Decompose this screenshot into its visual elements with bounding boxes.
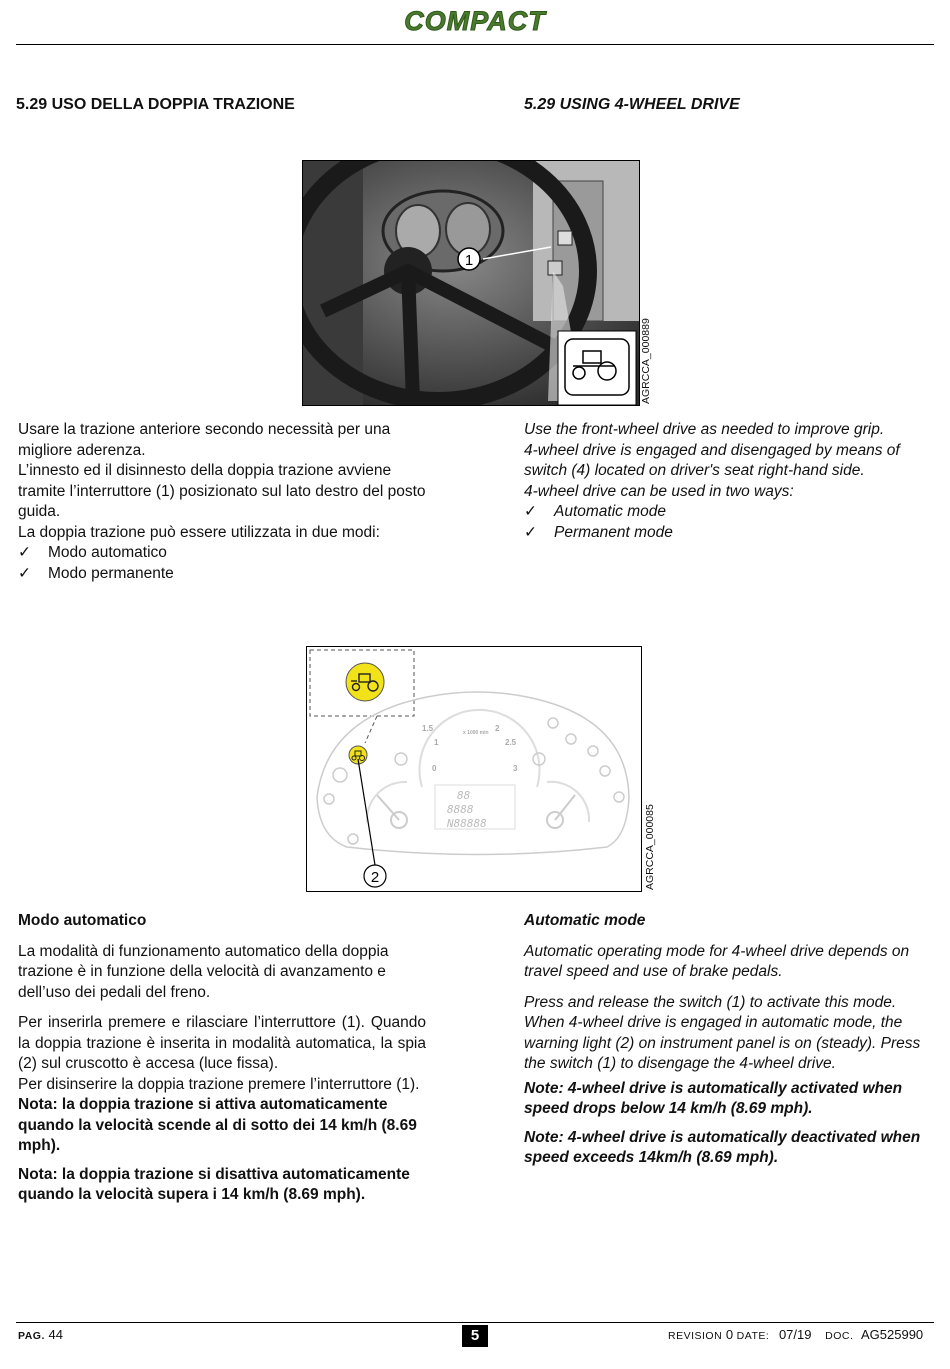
footer-page — [18, 1327, 63, 1342]
check-icon: ✓ — [18, 544, 31, 561]
check-icon: ✓ — [524, 503, 537, 520]
date-label: DATE: — [736, 1330, 770, 1342]
section-number-badge: 5 — [462, 1325, 488, 1347]
list-item-label: Automatic mode — [554, 503, 666, 520]
intro-en-line3: 4-wheel drive can be used in two ways: — [524, 482, 794, 500]
page-label: PAG. — [18, 1330, 45, 1342]
auto-mode-en-p2: Press and release the switch (1) to activate this mode. When 4-wheel drive is engaged in automatic mode, the warning light (2) on instrument panel is on (steady). Press the switch (1) to disengage the 4-wheel drive. — [524, 993, 921, 1072]
list-item — [18, 564, 426, 585]
tick-label: x 1000 min — [463, 730, 489, 736]
tick-label: 1.5 — [422, 724, 434, 733]
auto-mode-it-note1: Nota: la doppia trazione si attiva automaticamente quando la velocità scende al di sotto dei 14 km/h (8.69 mph). — [18, 1096, 417, 1154]
auto-mode-it-p1: La modalità di funzionamento automatico della doppia trazione è in funzione della velocità di avanzamento e dell’uso dei pedali del freno. — [18, 942, 389, 1001]
figure1-code: AGRCCA_000889 — [640, 318, 652, 404]
figure2-code: AGRCCA_000085 — [644, 804, 656, 890]
tick-label: 2.5 — [505, 738, 517, 747]
auto-mode-en-note1: Note: 4-wheel drive is automatically activated when speed drops below 14 km/h (8.69 mph). — [524, 1079, 903, 1117]
intro-en-line1: Use the front-wheel drive as needed to improve grip. — [524, 421, 885, 438]
tick-label: 0 — [432, 764, 437, 773]
section-title-en: 5.29 USING 4-WHEEL DRIVE — [524, 96, 740, 113]
auto-mode-en — [524, 911, 934, 1169]
section-title-it: 5.29 USO DELLA DOPPIA TRAZIONE — [16, 96, 295, 113]
callout-1-label: 1 — [464, 252, 474, 269]
list-item — [524, 502, 934, 523]
lcd-bottom: N88888 — [447, 817, 487, 830]
auto-mode-en-p1: Automatic operating mode for 4-wheel drive depends on travel speed and use of brake pedals. — [524, 942, 910, 980]
check-icon: ✓ — [18, 564, 31, 582]
steering-wheel-illustration — [303, 161, 639, 405]
intro-it — [18, 420, 426, 584]
dashboard-photo — [302, 160, 640, 406]
revision-label: REVISION — [668, 1330, 723, 1342]
intro-en — [524, 420, 934, 543]
instrument-panel-figure — [306, 646, 642, 892]
tick-label: 2 — [495, 724, 500, 733]
list-item-label: Modo automatico — [48, 544, 167, 561]
callout-2-label: 2 — [370, 869, 380, 886]
tick-label: 1 — [434, 738, 439, 747]
footer-doc-info — [668, 1327, 923, 1342]
intro-it-list — [18, 543, 426, 584]
lcd-mid: 8888 — [447, 803, 474, 816]
auto-mode-it — [18, 911, 426, 1206]
footer-divider — [16, 1322, 934, 1323]
intro-it-line3: La doppia trazione può essere utilizzata in due modi: — [18, 523, 380, 541]
intro-en-line2: 4-wheel drive is engaged and disengaged by means of switch (4) located on driver's seat right-hand side. — [524, 441, 900, 479]
date-value: 07/19 — [778, 1327, 812, 1342]
list-item — [18, 543, 426, 564]
intro-it-line1: Usare la trazione anteriore secondo necessità per una migliore aderenza. — [18, 421, 391, 459]
doc-value: AG525990 — [861, 1327, 924, 1342]
check-icon: ✓ — [524, 523, 537, 541]
list-item-label: Modo permanente — [48, 564, 174, 582]
auto-mode-en-note2: Note: 4-wheel drive is automatically deactivated when speed exceeds 14km/h (8.69 mph). — [524, 1128, 921, 1166]
tick-label: 3 — [513, 764, 518, 773]
brand-logo: COMPACT — [404, 6, 546, 36]
intro-it-line2: L’innesto ed il disinnesto della doppia trazione avviene tramite l’interruttore (1) posizionato sul lato destro del posto guida. — [18, 462, 426, 520]
page-number: 44 — [48, 1327, 63, 1342]
auto-mode-it-p3: Per disinserire la doppia trazione premere l’interruttore (1). — [18, 1075, 420, 1093]
list-item-label: Permanent mode — [554, 523, 673, 541]
auto-mode-it-note2: Nota: la doppia trazione si disattiva automaticamente quando la velocità supera i 14 km/h (8.69 mph). — [18, 1165, 410, 1203]
auto-mode-it-p2: Per inserirla premere e rilasciare l’interruttore (1). Quando la doppia trazione è inserita in modalità automatica, la spia (2) sul cruscotto è accesa (luce fissa). — [18, 1014, 426, 1072]
auto-mode-it-heading: Modo automatico — [18, 912, 147, 929]
intro-en-list — [524, 502, 934, 543]
doc-label: DOC. — [825, 1330, 854, 1342]
lcd-top: 88 — [457, 789, 471, 802]
revision-value: 0 — [725, 1327, 734, 1342]
4wd-switch-icon — [565, 339, 629, 395]
instrument-panel-illustration — [307, 647, 641, 891]
list-item — [524, 523, 934, 544]
auto-mode-en-heading: Automatic mode — [524, 912, 646, 929]
header-divider — [16, 44, 934, 45]
